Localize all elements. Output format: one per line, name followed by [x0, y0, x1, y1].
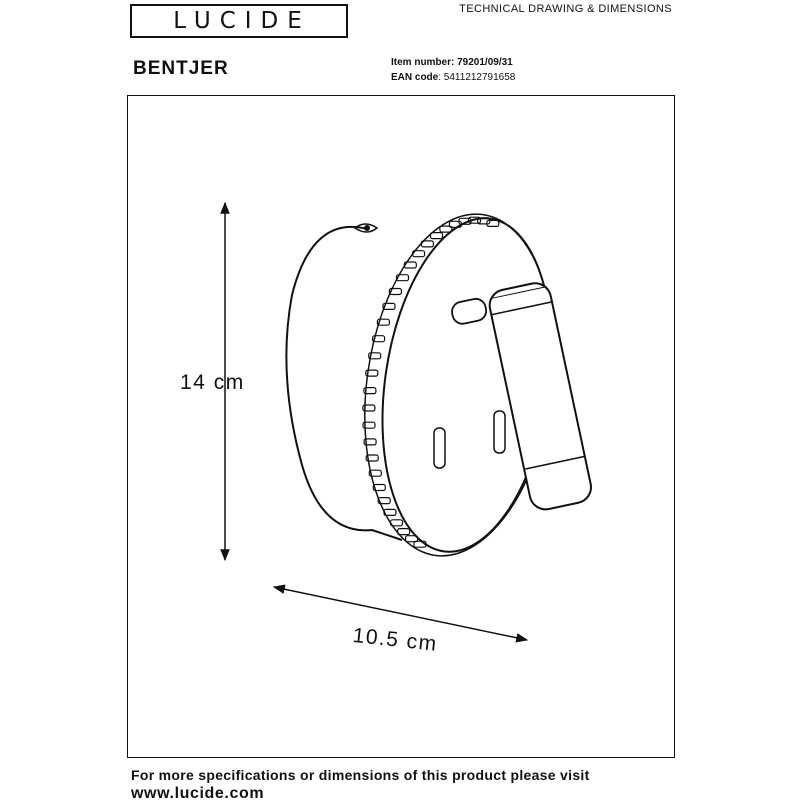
item-number-row — [391, 55, 515, 70]
ean-label: EAN code — [391, 72, 439, 83]
logo-text: LUCIDE — [173, 8, 311, 34]
footer-text: For more specifications or dimensions of this product please visit — [131, 767, 590, 783]
item-number-value: : 79201/09/31 — [451, 57, 513, 68]
height-label: 14 cm — [180, 371, 245, 394]
ean-row — [391, 70, 515, 85]
technical-drawing — [127, 95, 675, 758]
item-number-label: Item number — [391, 57, 452, 68]
width-label: 10.5 cm — [351, 624, 439, 656]
footer-url[interactable]: www.lucide.com — [131, 785, 265, 802]
product-name: BENTJER — [133, 58, 229, 79]
product-meta — [391, 55, 515, 85]
brand-logo — [130, 4, 348, 38]
ean-value: : 5411212791658 — [438, 72, 516, 83]
document-type: TECHNICAL DRAWING & DIMENSIONS — [459, 3, 672, 15]
